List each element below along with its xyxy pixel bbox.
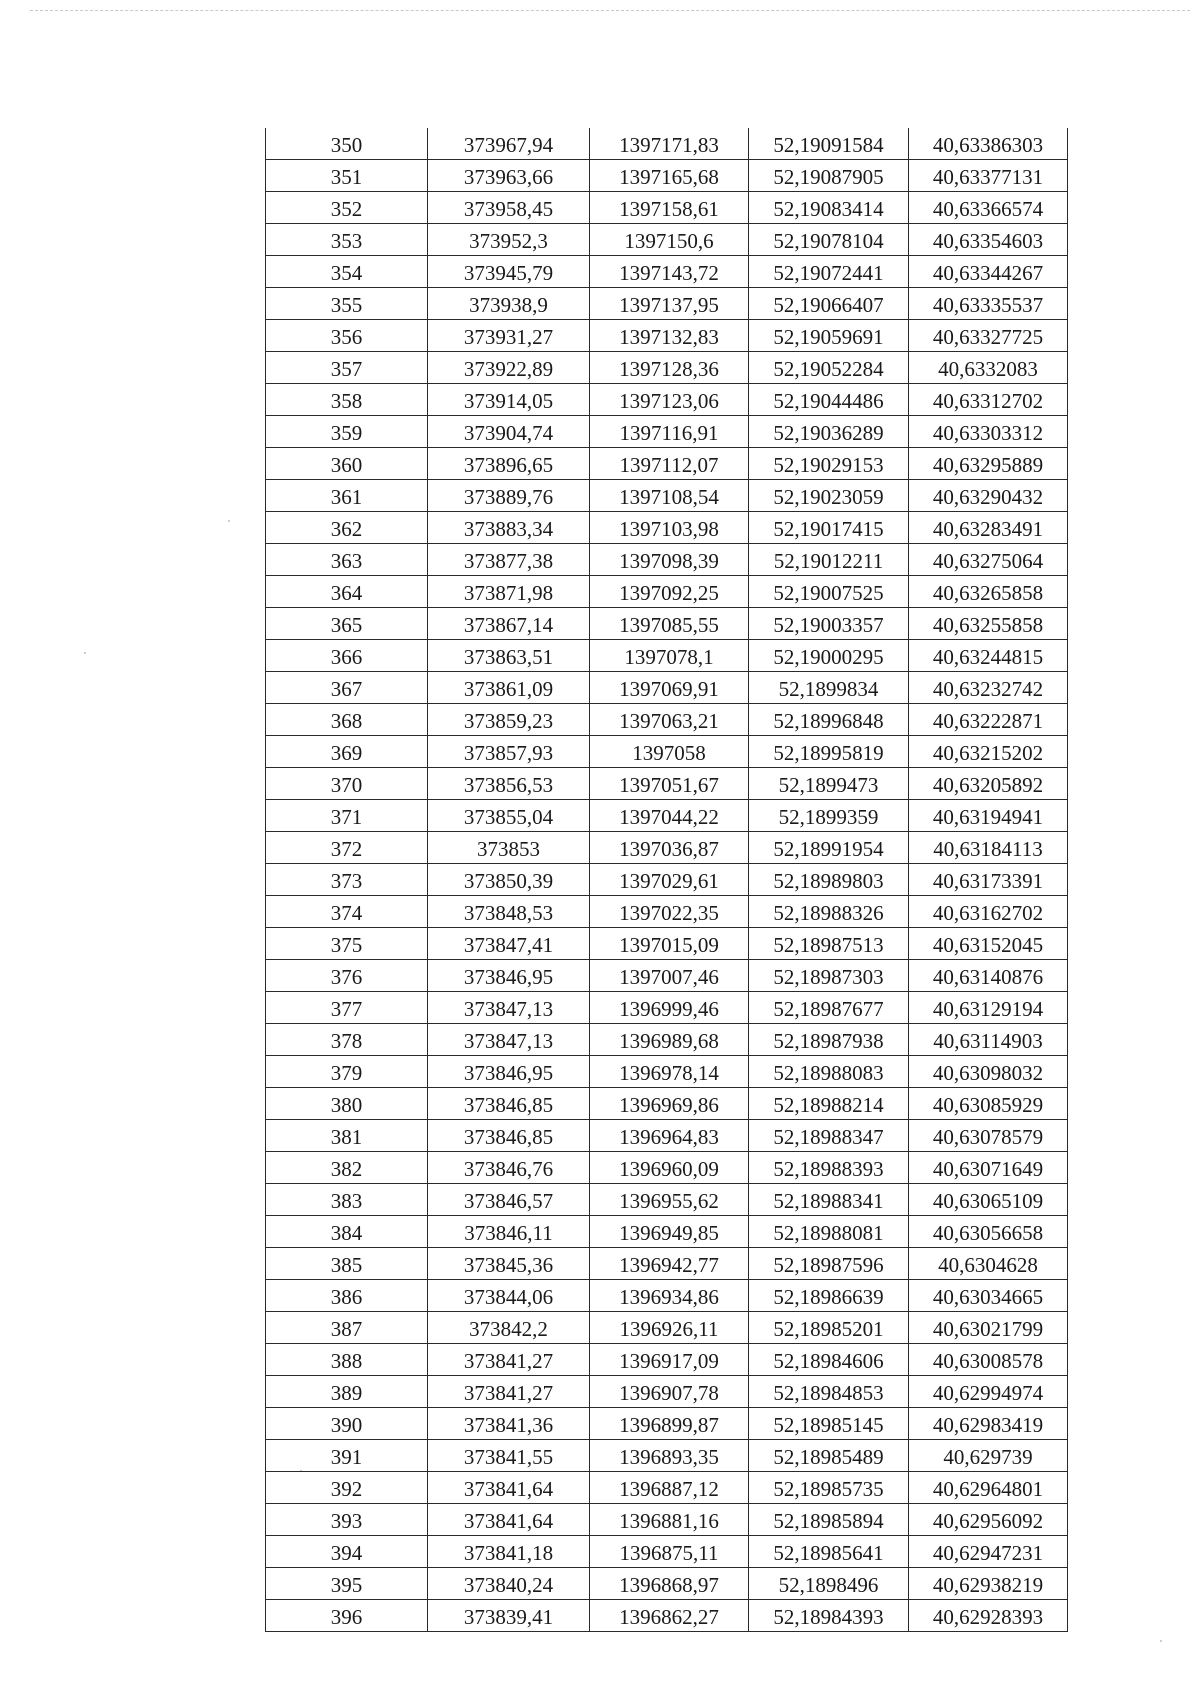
latitude-cell: 52,18996848 — [749, 704, 909, 736]
point-number-cell: 390 — [266, 1408, 428, 1440]
table-row — [266, 256, 1068, 288]
x-coordinate-cell: 373889,76 — [428, 480, 590, 512]
longitude-cell: 40,63162702 — [909, 896, 1068, 928]
latitude-cell: 52,1899834 — [749, 672, 909, 704]
y-coordinate-cell: 1397085,55 — [590, 608, 749, 640]
table-row — [266, 1024, 1068, 1056]
point-number-cell: 389 — [266, 1376, 428, 1408]
point-number-cell: 360 — [266, 448, 428, 480]
latitude-cell: 52,18987677 — [749, 992, 909, 1024]
latitude-cell: 52,18984393 — [749, 1600, 909, 1632]
table-row — [266, 896, 1068, 928]
latitude-cell: 52,18985641 — [749, 1536, 909, 1568]
longitude-cell: 40,63327725 — [909, 320, 1068, 352]
x-coordinate-cell: 373846,95 — [428, 960, 590, 992]
x-coordinate-cell: 373963,66 — [428, 160, 590, 192]
y-coordinate-cell: 1396955,62 — [590, 1184, 749, 1216]
latitude-cell: 52,19029153 — [749, 448, 909, 480]
point-number-cell: 373 — [266, 864, 428, 896]
x-coordinate-cell: 373841,27 — [428, 1376, 590, 1408]
point-number-cell: 386 — [266, 1280, 428, 1312]
latitude-cell: 52,19078104 — [749, 224, 909, 256]
x-coordinate-cell: 373841,64 — [428, 1504, 590, 1536]
longitude-cell: 40,63008578 — [909, 1344, 1068, 1376]
point-number-cell: 367 — [266, 672, 428, 704]
y-coordinate-cell: 1397007,46 — [590, 960, 749, 992]
latitude-cell: 52,19007525 — [749, 576, 909, 608]
longitude-cell: 40,62994974 — [909, 1376, 1068, 1408]
x-coordinate-cell: 373861,09 — [428, 672, 590, 704]
point-number-cell: 382 — [266, 1152, 428, 1184]
x-coordinate-cell: 373848,53 — [428, 896, 590, 928]
x-coordinate-cell: 373856,53 — [428, 768, 590, 800]
x-coordinate-cell: 373859,23 — [428, 704, 590, 736]
scan-speck — [1160, 1640, 1162, 1642]
y-coordinate-cell: 1397165,68 — [590, 160, 749, 192]
longitude-cell: 40,63344267 — [909, 256, 1068, 288]
point-number-cell: 393 — [266, 1504, 428, 1536]
longitude-cell: 40,629739 — [909, 1440, 1068, 1472]
y-coordinate-cell: 1396934,86 — [590, 1280, 749, 1312]
longitude-cell: 40,63354603 — [909, 224, 1068, 256]
point-number-cell: 353 — [266, 224, 428, 256]
longitude-cell: 40,6304628 — [909, 1248, 1068, 1280]
table-row — [266, 640, 1068, 672]
latitude-cell: 52,18985489 — [749, 1440, 909, 1472]
table-row — [266, 1472, 1068, 1504]
x-coordinate-cell: 373840,24 — [428, 1568, 590, 1600]
longitude-cell: 40,63312702 — [909, 384, 1068, 416]
longitude-cell: 40,63335537 — [909, 288, 1068, 320]
y-coordinate-cell: 1396899,87 — [590, 1408, 749, 1440]
x-coordinate-cell: 373846,85 — [428, 1088, 590, 1120]
x-coordinate-cell: 373853 — [428, 832, 590, 864]
longitude-cell: 40,63265858 — [909, 576, 1068, 608]
longitude-cell: 40,63129194 — [909, 992, 1068, 1024]
x-coordinate-cell: 373967,94 — [428, 128, 590, 160]
longitude-cell: 40,63184113 — [909, 832, 1068, 864]
table-row — [266, 1248, 1068, 1280]
x-coordinate-cell: 373847,13 — [428, 992, 590, 1024]
point-number-cell: 377 — [266, 992, 428, 1024]
y-coordinate-cell: 1396875,11 — [590, 1536, 749, 1568]
latitude-cell: 52,18989803 — [749, 864, 909, 896]
y-coordinate-cell: 1397036,87 — [590, 832, 749, 864]
point-number-cell: 388 — [266, 1344, 428, 1376]
table-row — [266, 128, 1068, 160]
y-coordinate-cell: 1397158,61 — [590, 192, 749, 224]
longitude-cell: 40,63255858 — [909, 608, 1068, 640]
latitude-cell: 52,18988214 — [749, 1088, 909, 1120]
x-coordinate-cell: 373855,04 — [428, 800, 590, 832]
latitude-cell: 52,18988393 — [749, 1152, 909, 1184]
x-coordinate-cell: 373846,11 — [428, 1216, 590, 1248]
table-row — [266, 1184, 1068, 1216]
x-coordinate-cell: 373841,36 — [428, 1408, 590, 1440]
table-row — [266, 224, 1068, 256]
latitude-cell: 52,18988083 — [749, 1056, 909, 1088]
longitude-cell: 40,63283491 — [909, 512, 1068, 544]
x-coordinate-cell: 373958,45 — [428, 192, 590, 224]
x-coordinate-cell: 373877,38 — [428, 544, 590, 576]
table-row — [266, 1216, 1068, 1248]
latitude-cell: 52,19023059 — [749, 480, 909, 512]
x-coordinate-cell: 373931,27 — [428, 320, 590, 352]
table-row — [266, 800, 1068, 832]
latitude-cell: 52,19091584 — [749, 128, 909, 160]
point-number-cell: 372 — [266, 832, 428, 864]
x-coordinate-cell: 373846,95 — [428, 1056, 590, 1088]
x-coordinate-cell: 373896,65 — [428, 448, 590, 480]
x-coordinate-cell: 373841,64 — [428, 1472, 590, 1504]
y-coordinate-cell: 1396969,86 — [590, 1088, 749, 1120]
point-number-cell: 369 — [266, 736, 428, 768]
latitude-cell: 52,18995819 — [749, 736, 909, 768]
point-number-cell: 375 — [266, 928, 428, 960]
point-number-cell: 357 — [266, 352, 428, 384]
table-row — [266, 1600, 1068, 1632]
x-coordinate-cell: 373871,98 — [428, 576, 590, 608]
y-coordinate-cell: 1397103,98 — [590, 512, 749, 544]
latitude-cell: 52,18986639 — [749, 1280, 909, 1312]
longitude-cell: 40,63114903 — [909, 1024, 1068, 1056]
y-coordinate-cell: 1397044,22 — [590, 800, 749, 832]
point-number-cell: 387 — [266, 1312, 428, 1344]
y-coordinate-cell: 1396949,85 — [590, 1216, 749, 1248]
x-coordinate-cell: 373844,06 — [428, 1280, 590, 1312]
x-coordinate-cell: 373842,2 — [428, 1312, 590, 1344]
y-coordinate-cell: 1396893,35 — [590, 1440, 749, 1472]
longitude-cell: 40,63078579 — [909, 1120, 1068, 1152]
table-row — [266, 576, 1068, 608]
point-number-cell: 368 — [266, 704, 428, 736]
scan-speck — [228, 520, 230, 522]
y-coordinate-cell: 1397063,21 — [590, 704, 749, 736]
table-row — [266, 928, 1068, 960]
table-row — [266, 1280, 1068, 1312]
point-number-cell: 392 — [266, 1472, 428, 1504]
latitude-cell: 52,1899359 — [749, 800, 909, 832]
table-row — [266, 864, 1068, 896]
latitude-cell: 52,18987938 — [749, 1024, 909, 1056]
latitude-cell: 52,19012211 — [749, 544, 909, 576]
table-row — [266, 160, 1068, 192]
latitude-cell: 52,18987303 — [749, 960, 909, 992]
y-coordinate-cell: 1396942,77 — [590, 1248, 749, 1280]
x-coordinate-cell: 373883,34 — [428, 512, 590, 544]
latitude-cell: 52,19017415 — [749, 512, 909, 544]
x-coordinate-cell: 373857,93 — [428, 736, 590, 768]
longitude-cell: 40,63366574 — [909, 192, 1068, 224]
y-coordinate-cell: 1396964,83 — [590, 1120, 749, 1152]
latitude-cell: 52,18988347 — [749, 1120, 909, 1152]
table-row — [266, 1088, 1068, 1120]
y-coordinate-cell: 1396960,09 — [590, 1152, 749, 1184]
table-row — [266, 1568, 1068, 1600]
x-coordinate-cell: 373839,41 — [428, 1600, 590, 1632]
scan-speck — [84, 652, 86, 654]
table-row — [266, 320, 1068, 352]
longitude-cell: 40,63194941 — [909, 800, 1068, 832]
latitude-cell: 52,18984606 — [749, 1344, 909, 1376]
latitude-cell: 52,19066407 — [749, 288, 909, 320]
y-coordinate-cell: 1397143,72 — [590, 256, 749, 288]
y-coordinate-cell: 1396862,27 — [590, 1600, 749, 1632]
latitude-cell: 52,18984853 — [749, 1376, 909, 1408]
table-row — [266, 608, 1068, 640]
table-row — [266, 1344, 1068, 1376]
y-coordinate-cell: 1397069,91 — [590, 672, 749, 704]
point-number-cell: 361 — [266, 480, 428, 512]
latitude-cell: 52,19000295 — [749, 640, 909, 672]
y-coordinate-cell: 1397112,07 — [590, 448, 749, 480]
point-number-cell: 391 — [266, 1440, 428, 1472]
x-coordinate-cell: 373952,3 — [428, 224, 590, 256]
x-coordinate-cell: 373904,74 — [428, 416, 590, 448]
point-number-cell: 359 — [266, 416, 428, 448]
longitude-cell: 40,63232742 — [909, 672, 1068, 704]
longitude-cell: 40,63303312 — [909, 416, 1068, 448]
x-coordinate-cell: 373867,14 — [428, 608, 590, 640]
x-coordinate-cell: 373863,51 — [428, 640, 590, 672]
table-row — [266, 1376, 1068, 1408]
longitude-cell: 40,62928393 — [909, 1600, 1068, 1632]
y-coordinate-cell: 1397051,67 — [590, 768, 749, 800]
longitude-cell: 40,63215202 — [909, 736, 1068, 768]
y-coordinate-cell: 1396887,12 — [590, 1472, 749, 1504]
y-coordinate-cell: 1397098,39 — [590, 544, 749, 576]
longitude-cell: 40,63205892 — [909, 768, 1068, 800]
latitude-cell: 52,18991954 — [749, 832, 909, 864]
y-coordinate-cell: 1396989,68 — [590, 1024, 749, 1056]
longitude-cell: 40,62964801 — [909, 1472, 1068, 1504]
y-coordinate-cell: 1396907,78 — [590, 1376, 749, 1408]
table-row — [266, 1408, 1068, 1440]
table-row — [266, 992, 1068, 1024]
longitude-cell: 40,63290432 — [909, 480, 1068, 512]
point-number-cell: 376 — [266, 960, 428, 992]
coordinates-table-body — [266, 128, 1068, 1632]
y-coordinate-cell: 1397150,6 — [590, 224, 749, 256]
longitude-cell: 40,63140876 — [909, 960, 1068, 992]
point-number-cell: 365 — [266, 608, 428, 640]
coordinates-table — [265, 128, 1068, 1632]
longitude-cell: 40,63021799 — [909, 1312, 1068, 1344]
table-row — [266, 288, 1068, 320]
point-number-cell: 394 — [266, 1536, 428, 1568]
y-coordinate-cell: 1396978,14 — [590, 1056, 749, 1088]
point-number-cell: 384 — [266, 1216, 428, 1248]
x-coordinate-cell: 373850,39 — [428, 864, 590, 896]
y-coordinate-cell: 1396881,16 — [590, 1504, 749, 1536]
longitude-cell: 40,63295889 — [909, 448, 1068, 480]
longitude-cell: 40,63071649 — [909, 1152, 1068, 1184]
point-number-cell: 364 — [266, 576, 428, 608]
table-row — [266, 1152, 1068, 1184]
x-coordinate-cell: 373841,18 — [428, 1536, 590, 1568]
table-row — [266, 1312, 1068, 1344]
latitude-cell: 52,19044486 — [749, 384, 909, 416]
y-coordinate-cell: 1396917,09 — [590, 1344, 749, 1376]
x-coordinate-cell: 373846,76 — [428, 1152, 590, 1184]
x-coordinate-cell: 373841,55 — [428, 1440, 590, 1472]
x-coordinate-cell: 373841,27 — [428, 1344, 590, 1376]
latitude-cell: 52,18987596 — [749, 1248, 909, 1280]
y-coordinate-cell: 1397022,35 — [590, 896, 749, 928]
point-number-cell: 374 — [266, 896, 428, 928]
table-row — [266, 192, 1068, 224]
y-coordinate-cell: 1397116,91 — [590, 416, 749, 448]
longitude-cell: 40,62938219 — [909, 1568, 1068, 1600]
longitude-cell: 40,63222871 — [909, 704, 1068, 736]
scan-edge-line — [30, 10, 1190, 11]
latitude-cell: 52,18985201 — [749, 1312, 909, 1344]
x-coordinate-cell: 373847,41 — [428, 928, 590, 960]
y-coordinate-cell: 1397123,06 — [590, 384, 749, 416]
y-coordinate-cell: 1397092,25 — [590, 576, 749, 608]
y-coordinate-cell: 1396926,11 — [590, 1312, 749, 1344]
longitude-cell: 40,62956092 — [909, 1504, 1068, 1536]
longitude-cell: 40,62983419 — [909, 1408, 1068, 1440]
longitude-cell: 40,63244815 — [909, 640, 1068, 672]
table-row — [266, 384, 1068, 416]
table-row — [266, 352, 1068, 384]
table-row — [266, 448, 1068, 480]
point-number-cell: 370 — [266, 768, 428, 800]
point-number-cell: 381 — [266, 1120, 428, 1152]
longitude-cell: 40,63065109 — [909, 1184, 1068, 1216]
latitude-cell: 52,19083414 — [749, 192, 909, 224]
longitude-cell: 40,63056658 — [909, 1216, 1068, 1248]
x-coordinate-cell: 373847,13 — [428, 1024, 590, 1056]
table-row — [266, 512, 1068, 544]
table-row — [266, 768, 1068, 800]
latitude-cell: 52,1898496 — [749, 1568, 909, 1600]
point-number-cell: 356 — [266, 320, 428, 352]
table-row — [266, 1056, 1068, 1088]
y-coordinate-cell: 1397058 — [590, 736, 749, 768]
latitude-cell: 52,18985735 — [749, 1472, 909, 1504]
point-number-cell: 351 — [266, 160, 428, 192]
latitude-cell: 52,1899473 — [749, 768, 909, 800]
y-coordinate-cell: 1396868,97 — [590, 1568, 749, 1600]
table-row — [266, 1504, 1068, 1536]
latitude-cell: 52,19087905 — [749, 160, 909, 192]
point-number-cell: 378 — [266, 1024, 428, 1056]
point-number-cell: 379 — [266, 1056, 428, 1088]
x-coordinate-cell: 373945,79 — [428, 256, 590, 288]
latitude-cell: 52,18988081 — [749, 1216, 909, 1248]
y-coordinate-cell: 1397029,61 — [590, 864, 749, 896]
x-coordinate-cell: 373845,36 — [428, 1248, 590, 1280]
point-number-cell: 358 — [266, 384, 428, 416]
longitude-cell: 40,63085929 — [909, 1088, 1068, 1120]
latitude-cell: 52,18988341 — [749, 1184, 909, 1216]
x-coordinate-cell: 373846,57 — [428, 1184, 590, 1216]
longitude-cell: 40,63377131 — [909, 160, 1068, 192]
longitude-cell: 40,63173391 — [909, 864, 1068, 896]
y-coordinate-cell: 1397015,09 — [590, 928, 749, 960]
point-number-cell: 395 — [266, 1568, 428, 1600]
point-number-cell: 354 — [266, 256, 428, 288]
latitude-cell: 52,19072441 — [749, 256, 909, 288]
longitude-cell: 40,6332083 — [909, 352, 1068, 384]
latitude-cell: 52,19036289 — [749, 416, 909, 448]
table-row — [266, 544, 1068, 576]
longitude-cell: 40,63098032 — [909, 1056, 1068, 1088]
table-row — [266, 672, 1068, 704]
table-row — [266, 1536, 1068, 1568]
point-number-cell: 366 — [266, 640, 428, 672]
longitude-cell: 40,63386303 — [909, 128, 1068, 160]
point-number-cell: 363 — [266, 544, 428, 576]
table-row — [266, 416, 1068, 448]
point-number-cell: 385 — [266, 1248, 428, 1280]
latitude-cell: 52,19059691 — [749, 320, 909, 352]
point-number-cell: 352 — [266, 192, 428, 224]
y-coordinate-cell: 1397171,83 — [590, 128, 749, 160]
point-number-cell: 396 — [266, 1600, 428, 1632]
table-row — [266, 1120, 1068, 1152]
latitude-cell: 52,18985894 — [749, 1504, 909, 1536]
point-number-cell: 380 — [266, 1088, 428, 1120]
y-coordinate-cell: 1397137,95 — [590, 288, 749, 320]
point-number-cell: 362 — [266, 512, 428, 544]
point-number-cell: 383 — [266, 1184, 428, 1216]
y-coordinate-cell: 1397078,1 — [590, 640, 749, 672]
latitude-cell: 52,19052284 — [749, 352, 909, 384]
longitude-cell: 40,63034665 — [909, 1280, 1068, 1312]
table-row — [266, 480, 1068, 512]
longitude-cell: 40,62947231 — [909, 1536, 1068, 1568]
y-coordinate-cell: 1397132,83 — [590, 320, 749, 352]
y-coordinate-cell: 1396999,46 — [590, 992, 749, 1024]
point-number-cell: 371 — [266, 800, 428, 832]
x-coordinate-cell: 373922,89 — [428, 352, 590, 384]
point-number-cell: 350 — [266, 128, 428, 160]
x-coordinate-cell: 373846,85 — [428, 1120, 590, 1152]
latitude-cell: 52,19003357 — [749, 608, 909, 640]
y-coordinate-cell: 1397108,54 — [590, 480, 749, 512]
latitude-cell: 52,18985145 — [749, 1408, 909, 1440]
latitude-cell: 52,18988326 — [749, 896, 909, 928]
latitude-cell: 52,18987513 — [749, 928, 909, 960]
table-row — [266, 704, 1068, 736]
longitude-cell: 40,63152045 — [909, 928, 1068, 960]
x-coordinate-cell: 373938,9 — [428, 288, 590, 320]
table-row — [266, 832, 1068, 864]
table-row — [266, 1440, 1068, 1472]
table-row — [266, 960, 1068, 992]
y-coordinate-cell: 1397128,36 — [590, 352, 749, 384]
point-number-cell: 355 — [266, 288, 428, 320]
table-row — [266, 736, 1068, 768]
x-coordinate-cell: 373914,05 — [428, 384, 590, 416]
longitude-cell: 40,63275064 — [909, 544, 1068, 576]
